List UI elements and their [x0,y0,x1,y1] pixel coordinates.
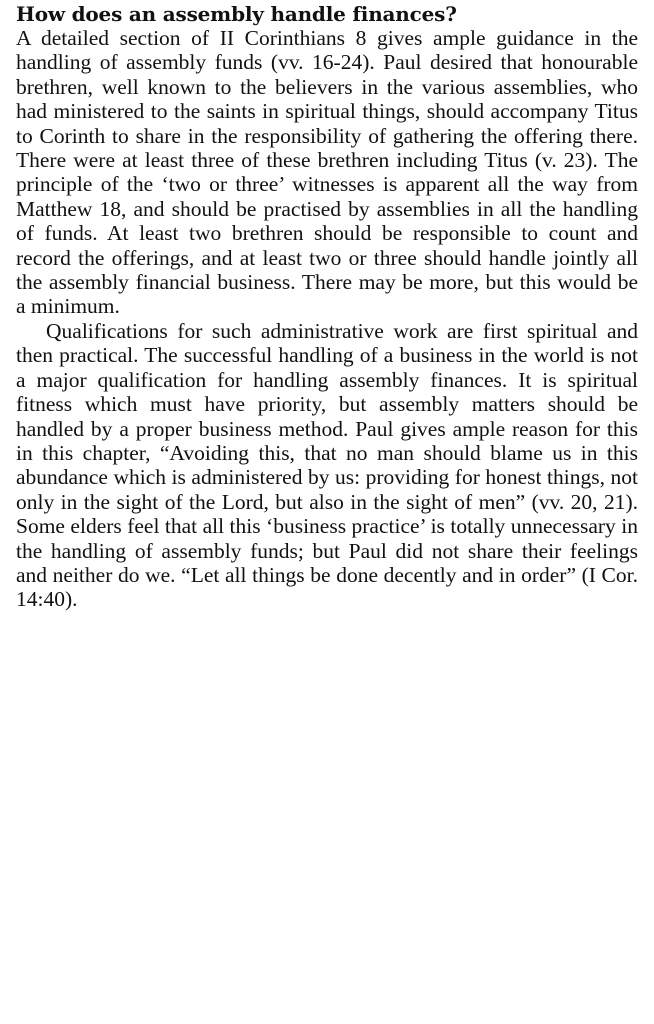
document-page [16,0,638,612]
paragraph-2: Qualifications for such administrative work are first spiritual and then practical. The successful handling of a business in the world is not a major qualification for handling assembly finances. It is spiritual fitness which must have priority, but assembly matters should be handled by a proper business method. Paul gives ample reason for this in this chapter, “Avoiding this, that no man should blame us in this abundance which is administered by us: providing for honest things, not only in the sight of the Lord, but also in the sight of men” (vv. 20, 21). Some elders feel that all this ‘business practice’ is totally unnecessary in the handling of assembly funds; but Paul did not share their feelings and neither do we. “Let all things be done decently and in order” (I Cor. 14:40). [16,318,638,612]
paragraph-1: A detailed section of II Corinthians 8 gives ample guidance in the handling of assembly funds (vv. 16-24). Paul desired that honourable brethren, well known to the believers in the various assemblies, who had ministered to the saints in spiritual things, should accompany Titus to Corinth to share in the responsibility of gathering the offering there. There were at least three of these brethren including Titus (v. 23). The principle of the ‘two or three’ witnesses is apparent all the way from Matthew 18, and should be practised by assemblies in all the handling of funds. At least two brethren should be responsible to count and record the offerings, and at least two or three should handle jointly all the assembly financial business. There may be more, but this would be a minimum. [16,26,638,319]
section-heading: How does an assembly handle finances? [16,2,457,26]
